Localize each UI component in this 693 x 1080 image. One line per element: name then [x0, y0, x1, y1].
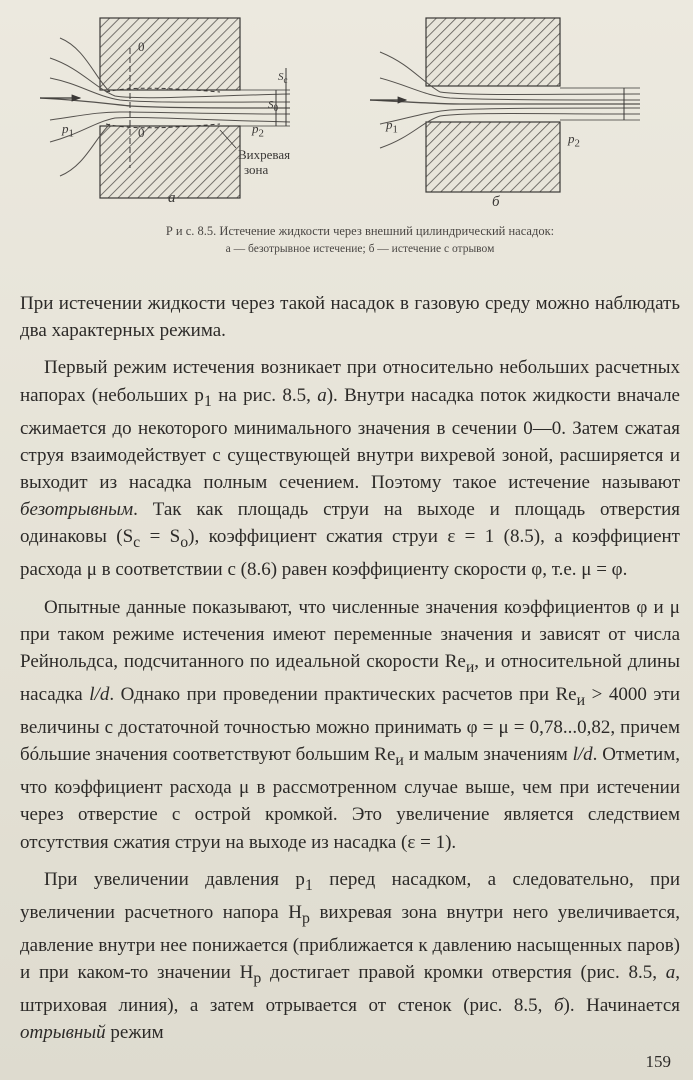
figure-b [370, 18, 640, 192]
wall-top-b [426, 18, 560, 86]
wall-bottom-a [100, 126, 240, 198]
label-p1-a: $p_1$ [62, 121, 74, 140]
term-otryvnyi: отрывный [20, 1022, 106, 1044]
page-number: 159 [645, 1052, 671, 1071]
wall-bottom-b [426, 122, 560, 192]
label-zero-top: 0 [138, 39, 145, 54]
caption-sub: а — безотрывное истечение; б — истечение с отрывом [225, 243, 495, 255]
body-text [20, 290, 680, 1056]
label-so: $S_0$ [268, 99, 279, 114]
paragraph-4: При увеличении давления $p_1$ перед насадком, а следовательно, при увеличении расчетного напора $H_р$ вихревая зона внутри него увеличивается, давление внутри нее понижается (приближается к давлению насыщенных паров) и при каком-то значении $H_р$ достигает правой кромки отверстия (рис. 8.5, а, штриховая линия), а затем отрывается от стенок (рис. 8.5, б). Начинается отрывный режим [20, 868, 681, 1044]
label-zero-bottom: 0 [138, 125, 145, 140]
wall-top-a [100, 18, 240, 90]
label-sc: $S_c$ [278, 71, 288, 86]
paragraph-2: Первый режим истечения возникает при относительно небольших расчетных напорах (небольших $p_1$ на рис. 8.5, а). Внутри насадка поток жидкости вначале сжимается до некоторого минимального значения в сечении 0—0. Затем сжатая струя взаимодействует с существующей внутри вихревой зоной, расширяется и выходит из насадка полным сечением. Поэтому такое истечение называют безотрывным. Так как площадь струи на выходе и площадь отверстия одинаковы $(S_с = S_о)$, коэффициент сжатия струи ε = 1 (8.5), а коэффициент расхода μ в соответствии с (8.6) равен коэффициенту скорости φ, т.е. μ = φ. [20, 357, 680, 581]
label-vortex-2: зона [244, 162, 269, 177]
label-p2-a: $p_2$ [252, 121, 264, 140]
paragraph-3: Опытные данные показывают, что численные значения коэффициентов φ и μ при таком режиме истечения имеют переменные значения и зависят от числа Рейнольдса, подсчитанного по идеальной скорости $Re_и$, и относительной длины насадка l/d. Однако при проведении практических расчетов при $Re_и > 4000$ эти величины с достаточной точностью можно принимать φ = μ = 0,78...0,82, причем бóльшие значения соответствуют большим $Re_и$ и малым значениям l/d. Отметим, что коэффициент расхода μ в рассмотренном случае выше, чем при истечении через отверстие с острой кромкой. Это увеличение является следствием отсутствия сжатия струи на выходе из насадка (ε = 1). [20, 596, 680, 853]
paragraph-1: При истечении жидкости через такой насадок в газовую среду можно наблюдать два характерных режима. [20, 293, 680, 342]
figure-8-5 [40, 8, 680, 218]
figure-letter-a: а [168, 190, 176, 206]
term-bezotryvnym: безотрывным [20, 499, 134, 521]
label-p2-b: $p_2$ [568, 131, 580, 150]
figure-caption [40, 222, 680, 258]
label-p1-b: $p_1$ [386, 117, 398, 136]
nozzle-diagram [40, 8, 680, 218]
label-vortex-1: Вихревая [238, 147, 291, 162]
caption-main: Р и с. 8.5. Истечение жидкости через внешний цилиндрический насадок: [165, 224, 555, 238]
figure-letter-b: б [492, 194, 500, 210]
